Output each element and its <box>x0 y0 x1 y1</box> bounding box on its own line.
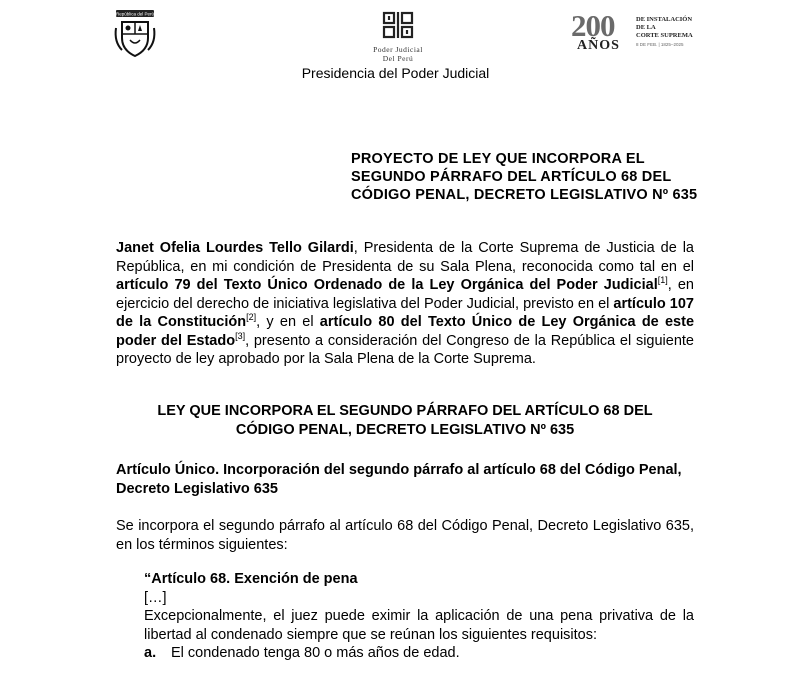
anniv-line2: DE LA <box>636 24 656 31</box>
law-title-line1: LEY QUE INCORPORA EL SEGUNDO PÁRRAFO DEL ARTÍCULO 68 DEL <box>157 403 653 419</box>
crest-text: República del Perú <box>115 11 155 17</box>
anniversary-logo <box>571 8 721 56</box>
pj-logo-line2: Del Perú <box>382 54 414 63</box>
ref-article-107: artículo 107 de la Constitución <box>116 295 694 330</box>
intro-text-1: , Presidenta de la Corte Suprema de Justicia de la República, en mi condición de Presidenta de su Sala Plena, reconocida como tal en el <box>116 240 694 275</box>
law-title-line2: CÓDIGO PENAL, DECRETO LEGISLATIVO Nº 635 <box>235 422 575 438</box>
footnote-1[interactable]: [1] <box>657 275 668 286</box>
anniv-caption <box>636 16 693 40</box>
pj-logo-line1: Poder Judicial <box>373 45 423 54</box>
intro-paragraph <box>116 239 694 369</box>
item-text: El condenado tenga 80 o más años de edad. <box>171 645 460 661</box>
footnote-2[interactable]: [2] <box>246 312 257 323</box>
footnote-3[interactable]: [3] <box>235 330 246 341</box>
intro-text-2: , en ejercicio del derecho de iniciativa legislativa del Poder Judicial, previsto en el <box>116 277 694 312</box>
quoted-ellipsis: […] <box>144 589 167 606</box>
anniv-anos: AÑOS <box>577 38 620 53</box>
president-name: Janet Ofelia Lourdes Tello Gilardi <box>116 240 354 256</box>
national-crest-icon <box>112 8 158 60</box>
incorporation-paragraph: Se incorpora el segundo párrafo al artículo 68 del Código Penal, Decreto Legislativo 635, en los términos siguientes: <box>116 518 694 553</box>
quoted-heading: “Artículo 68. Exención de pena <box>144 571 358 587</box>
anniv-line1: DE INSTALACIÓN <box>636 16 693 23</box>
anniv-dates: 8 DE FEB. | 1825–2025 <box>636 42 684 47</box>
poder-judicial-emblem-icon <box>381 10 415 40</box>
anniv-number: 200 <box>571 8 615 43</box>
ref-article-79: artículo 79 del Texto Único Ordenado de la Ley Orgánica del Poder Judicial <box>116 277 658 293</box>
law-title <box>116 402 694 440</box>
intro-text-4: , presento a consideración del Congreso de la República el siguiente proyecto de ley aprobado por la Sala Plena de la Corte Suprema. <box>116 332 694 367</box>
anniv-line3: CORTE SUPREMA <box>636 32 693 39</box>
document-title: PROYECTO DE LEY QUE INCORPORA EL SEGUNDO PÁRRAFO DEL ARTÍCULO 68 DEL CÓDIGO PENAL, DECRETO LEGISLATIVO Nº 635 <box>351 151 698 203</box>
quoted-article <box>144 570 694 663</box>
article-heading: Artículo Único. Incorporación del segundo párrafo al artículo 68 del Código Penal, Decreto Legislativo 635 <box>116 462 682 497</box>
item-letter: a. <box>144 645 157 661</box>
list-item <box>144 644 694 663</box>
ref-article-80: artículo 80 del Texto Único de Ley Orgánica de este poder del Estado <box>116 314 695 349</box>
poder-judicial-logo <box>358 10 438 62</box>
presidency-heading: Presidencia del Poder Judicial <box>301 65 490 81</box>
quoted-body: Excepcionalmente, el juez puede eximir la aplicación de una pena privativa de la libertad al condenado siempre que se reúnan los siguientes requisitos: <box>144 608 694 643</box>
intro-text-3: , y en el <box>256 314 320 330</box>
